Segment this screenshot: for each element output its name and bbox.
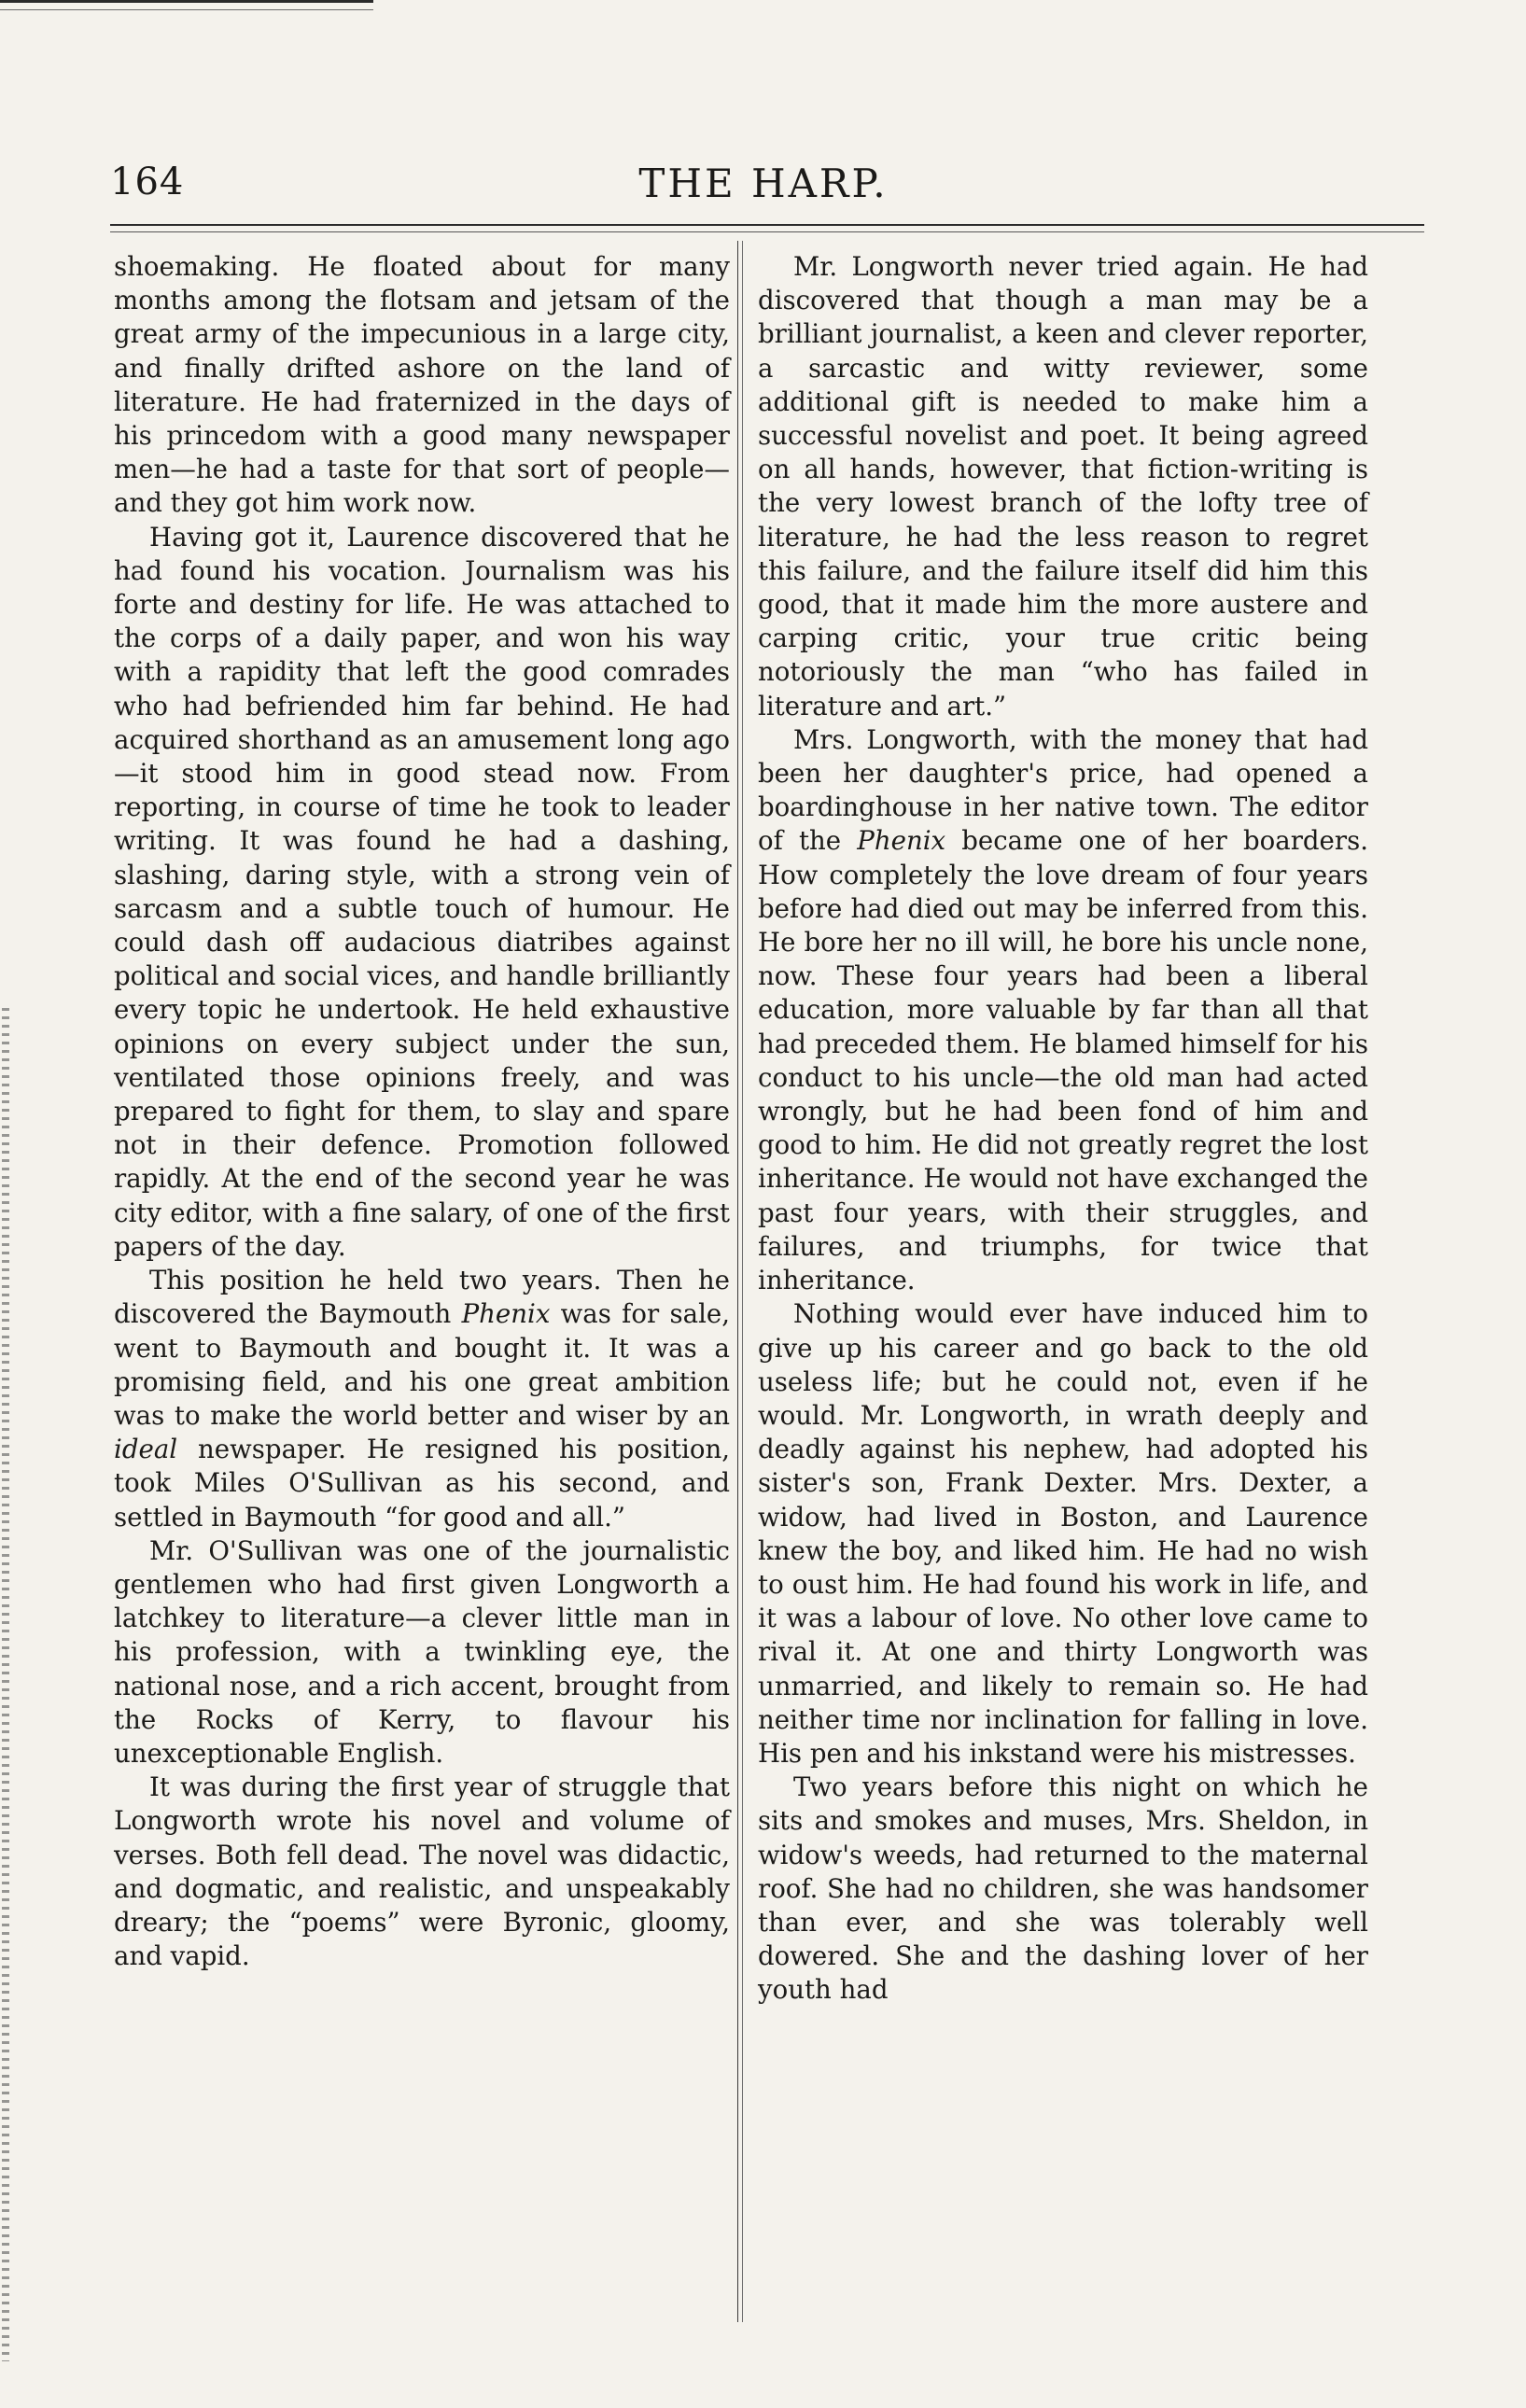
paragraph-text: every topic he undertook. He held exhaustive opinions on every subject under the sun, ventilated those opinions freely, and was prepared to fight for them, to slay and spare not in their defence. Promotion followed rapidly. At the end of the second year he was city editor, with a fine salary, of one of the first papers of the day.: [114, 994, 730, 1262]
paragraph: [758, 723, 1368, 1297]
italic-word: ideal: [114, 1434, 178, 1465]
paragraph: Nothing would ever have induced him to give up his career and go back to the old useless life; but he could not, even if he would. Mr. Longworth, in wrath deeply and deadly against his nephew, had adopted his sister's son, Frank Dexter. Mrs. Dexter, a widow, had lived in Boston, and Laurence knew the boy, and liked him. He had no wish to oust him. He had found his work in life, and it was a labour of love. No other love came to rival it. At one and thirty Longworth was unmarried, and likely to remain so. He had neither time nor inclination for falling in love. His pen and his inkstand were his mistresses.: [758, 1298, 1368, 1769]
paragraph-text: This position he held two years. Then he discovered the Baymouth: [114, 1265, 730, 1330]
running-head: THE HARP.: [638, 161, 889, 206]
paragraph-text: became one of her boarders. How completely the love dream of four years before had died out may be inferred from this. He bore her no ill will, he bore his uncle none, now. These four years had been a liberal education, more valuable by far than all that had preceded them. He blamed himself for his conduct to his uncle—the old man had acted wrongly, but he had been fond of him and good to him. He did not greatly regret the lost inheritance. He would not have exchanged the past four years, with their struggles, and failures, and triumphs, for twice that inheritance.: [758, 825, 1369, 1296]
paragraph-text: forte: [114, 589, 177, 621]
paragraph-text: Having got it, Laurence discovered that he had found his vocation. Journalism was his: [114, 521, 730, 586]
header-rule-secondary: [110, 231, 1424, 232]
paragraph: [114, 1264, 730, 1534]
paragraph: [114, 521, 730, 1264]
top-rule: [0, 0, 373, 3]
paragraph-text: was for sale, went to Baymouth and bought it. It was a promising field, and his one great ambition was to make the world better and wiser by an: [114, 1298, 730, 1431]
top-rule-secondary: [0, 9, 373, 10]
paragraph: It was during the first year of struggle that Longworth wrote his novel and volume of verses. Both fell dead. The novel was didactic, and dogmatic, and realistic, and unspeakably dreary; the “poems” were Byronic, gloomy, and vapid.: [114, 1771, 730, 1972]
page-number: 164: [110, 161, 185, 203]
paragraph: shoemaking. He floated about for many months among the flotsam and jetsam of the great army of the impecunious in a large city, and finally drifted ashore on the land of literature. He had fraternized in the days of his princedom with a good many newspaper men—he had a taste for that sort of people—and they got him work now.: [114, 251, 730, 519]
column-divider-secondary: [742, 241, 743, 2322]
paragraph: Mr. O'Sullivan was one of the journalistic gentlemen who had first given Longworth a latchkey to literature—a clever little man in his profession, with a twinkling eye, the national nose, and a rich accent, brought from the Rocks of Kerry, to flavour his unexceptionable English.: [114, 1534, 730, 1769]
paragraph: Two years before this night on which he sits and smokes and muses, Mrs. Sheldon, in widow's weeds, had returned to the maternal roof. She had no children, she was handsomer than ever, and she was tolerably well dowered. She and the dashing lover of her youth had: [758, 1771, 1368, 2006]
column-divider: [737, 241, 738, 2322]
paragraph-text: brilliantly: [603, 960, 730, 992]
paragraph-text: and destiny for life. He was attached to the corps of a daily paper, and won his way with a rapidity that left the good comrades who had befriended him far behind. He had acquired shorthand as an amusement long ago—it stood him in good stead now. From reporting, in course of time he took to leader writing. It was found he had a dashing, slashing, daring style, with a strong vein of sarcasm and a subtle touch of humour. He could dash off audacious diatribes against political and social vices, and handle: [114, 589, 730, 992]
left-column: [114, 250, 730, 1973]
binding-edge-mark: [2, 1008, 9, 2361]
paragraph: Mr. Longworth never tried again. He had discovered that though a man may be a brilliant journalist, a keen and clever reporter, a sarcastic and witty reviewer, some additional gift is needed to make him a successful novelist and poet. It being agreed on all hands, however, that fiction-writing is the very lowest branch of the lofty tree of literature, he had the less reason to regret this failure, and the failure itself did him this good, that it made him the more austere and carping critic, your true critic being notoriously the man “who has failed in literature and art.”: [758, 251, 1368, 721]
paragraph-text: Mrs. Longworth, with the money that had been her daughter's price, had opened a boardinghouse in her native town. The editor of the: [758, 723, 1368, 857]
right-column: [758, 250, 1368, 2008]
header-rule: [110, 224, 1424, 226]
italic-title: Phenix: [857, 825, 946, 857]
italic-title: Phenix: [461, 1298, 551, 1330]
page-header: [110, 161, 1417, 217]
paragraph-text: newspaper. He resigned his position, took Miles O'Sullivan as his second, and settled in Baymouth “for good and all.”: [114, 1434, 730, 1533]
